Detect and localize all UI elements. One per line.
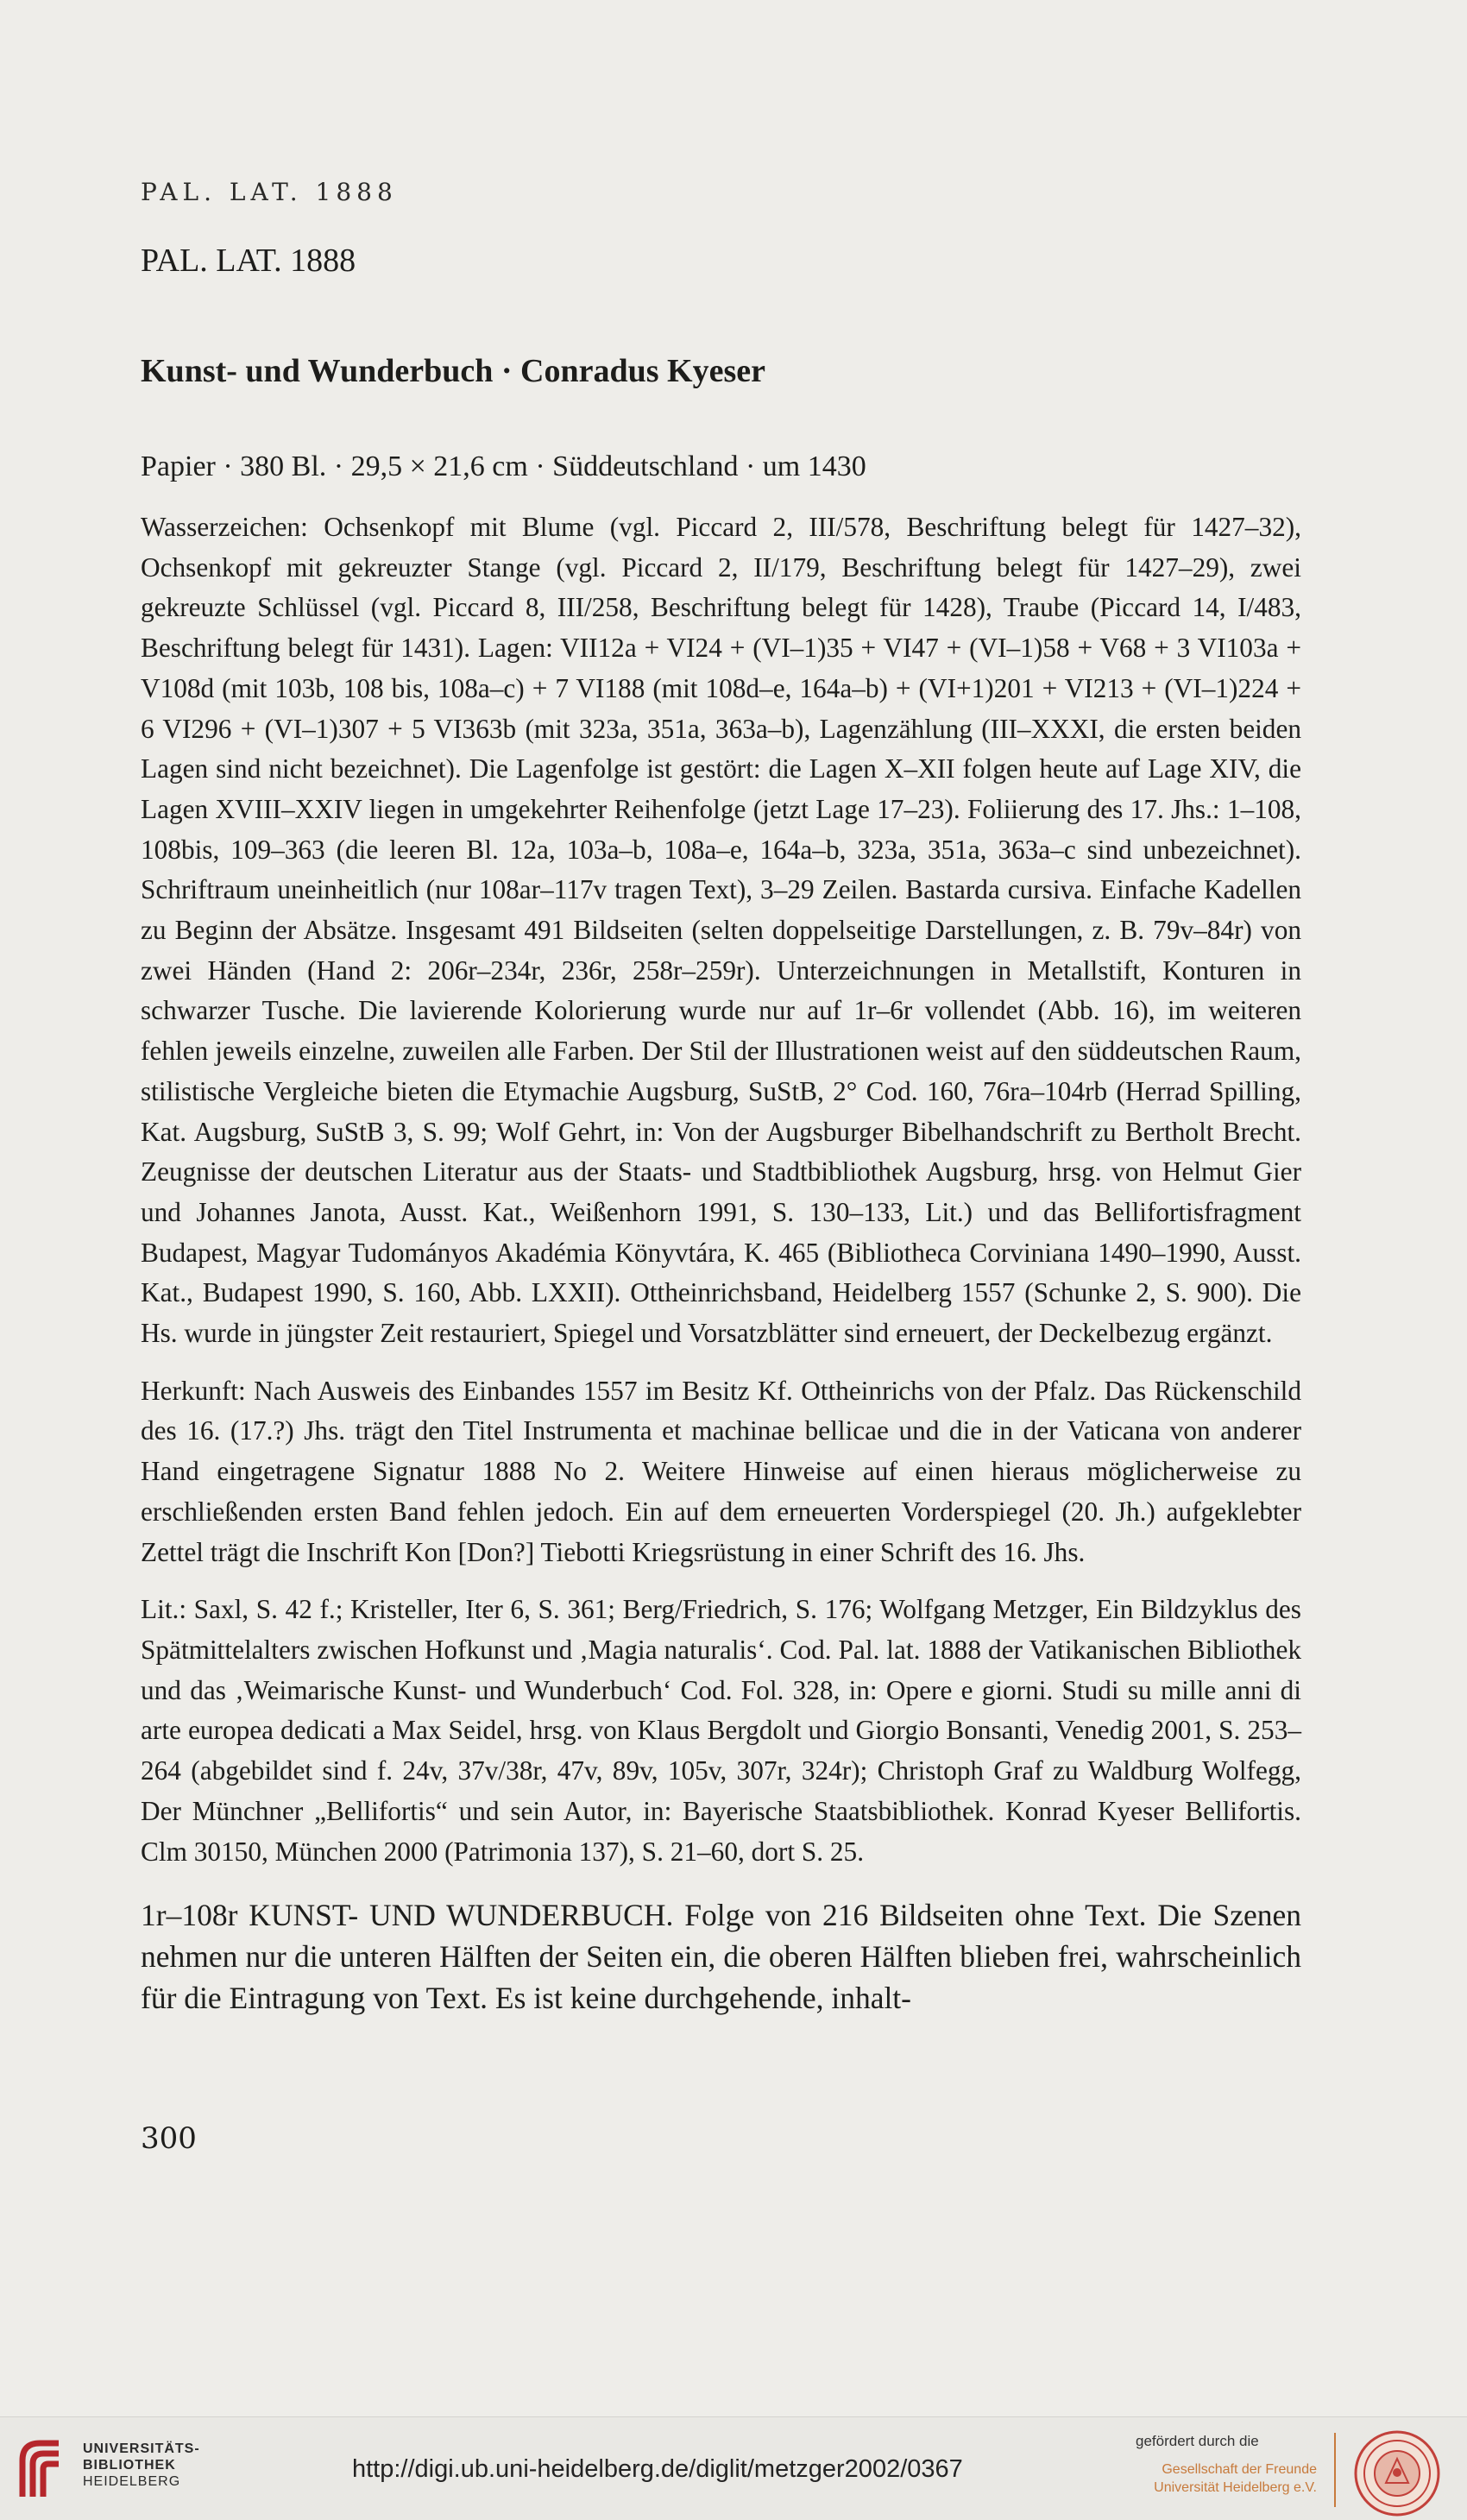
physical-description: Papier · 380 Bl. · 29,5 × 21,6 cm · Süddeutschland · um 1430 [141, 450, 866, 482]
permalink-url[interactable]: http://digi.ub.uni-heidelberg.de/diglit/metzger2002/0367 [352, 2455, 963, 2483]
sponsor-intro: gefördert durch die [1136, 2433, 1259, 2449]
ub-heidelberg-logo[interactable] [14, 2435, 67, 2504]
work-title: Kunst- und Wunderbuch · Conradus Kyeser [141, 353, 765, 389]
sponsor-name[interactable] [1136, 2460, 1317, 2497]
university-seal-icon [1353, 2429, 1441, 2517]
library-name-line1: UNIVERSITÄTS- [83, 2441, 200, 2456]
paragraph-literatur: Lit.: Saxl, S. 42 f.; Kristeller, Iter 6, S. 361; Berg/Friedrich, S. 176; Wolfgang Metzger, Ein Bildzyklus des Spätmittelalters zwischen Hofkunst und ‚Magia naturalis‘. Cod. Pal. lat. 1888 der Vatikanischen Bibliothek und das ‚Weimarische Kunst- und Wunderbuch‘ Cod. Fol. 328, in: Opere e giorni. Studi su mille anni di arte europea dedicati a Max Seidel, hrsg. von Klaus Bergdolt und Giorgio Bonsanti, Venedig 2001, S. 253–264 (abgebildet sind f. 24v, 37v/38r, 47v, 89v, 105v, 307r, 324r); Christoph Graf zu Waldburg Wolfegg, Der Münchner „Bellifortis“ und sein Autor, in: Bayerische Staatsbibliothek. Konrad Kyeser Bellifortis. Clm 30150, München 2000 (Patrimonia 137), S. 21–60, dort S. 25. [141, 1594, 1301, 1867]
section-kunst-und-wunderbuch: 1r–108r KUNST- UND WUNDERBUCH. Folge von 216 Bildseiten ohne Text. Die Szenen nehmen nur die unteren Hälften der Seiten ein, die oberen Hälften blieben frei, wahrscheinlich für die Eintragung von Text. Es ist keine durchgehende, inhalt- [141, 1898, 1301, 2016]
running-head: PAL. LAT. 1888 [141, 178, 398, 206]
footer-bar [0, 2416, 1467, 2520]
sponsor-name-line1: Gesellschaft der Freunde [1162, 2462, 1317, 2477]
library-name [83, 2441, 200, 2490]
page-number: 300 [141, 2121, 197, 2156]
paragraph-herkunft: Herkunft: Nach Ausweis des Einbandes 1557 im Besitz Kf. Ottheinrichs von der Pfalz. Das Rückenschild des 16. (17.?) Jhs. trägt den Titel Instrumenta et machinae bellicae und die in der Vaticana von anderer Hand eingetragene Signatur 1888 No 2. Weitere Hinweise auf einen hieraus möglicherweise zu erschließenden ersten Band fehlen jedoch. Ein auf dem erneuerten Vorderspiegel (20. Jh.) aufgeklebter Zettel trägt die Inschrift Kon [Don?] Tiebotti Kriegsrüstung in einer Schrift des 16. Jhs. [141, 1375, 1301, 1567]
library-name-line3: HEIDELBERG [83, 2474, 181, 2489]
library-name-line2: BIBLIOTHEK [83, 2458, 176, 2473]
shelfmark-heading: PAL. LAT. 1888 [141, 243, 356, 279]
sponsor-divider [1334, 2433, 1336, 2507]
sponsor-name-line2: Universität Heidelberg e.V. [1154, 2480, 1317, 2495]
catalog-entry [141, 233, 1301, 2019]
paragraph-wasserzeichen: Wasserzeichen: Ochsenkopf mit Blume (vgl. Piccard 2, III/578, Beschriftung belegt für 1427–32), Ochsenkopf mit gekreuzter Stange (vgl. Piccard 2, II/179, Beschriftung belegt für 1427–29), zwei gekreuzte Schlüssel (vgl. Piccard 8, III/258, Beschriftung belegt für 1428), Traube (Piccard 14, I/483, Beschriftung belegt für 1431). Lagen: VII12a + VI24 + (VI–1)35 + VI47 + (VI–1)58 + V68 + 3 VI103a + V108d (mit 103b, 108 bis, 108a–c) + 7 VI188 (mit 108d–e, 164a–b) + (VI+1)201 + VI213 + (VI–1)224 + 6 VI296 + (VI–1)307 + 5 VI363b (mit 323a, 351a, 363a–b), Lagenzählung (III–XXXI, die ersten beiden Lagen sind nicht bezeichnet). Die Lagenfolge ist gestört: die Lagen X–XII folgen heute auf Lage XIV, die Lagen XVIII–XXIV liegen in umgekehrter Reihenfolge (jetzt Lage 17–23). Foliierung des 17. Jhs.: 1–108, 108bis, 109–363 (die leeren Bl. 12a, 103a–b, 108a–e, 164a–b, 323a, 351a, 363a–c sind unbezeichnet). Schriftraum uneinheitlich (nur 108ar–117v tragen Text), 3–29 Zeilen. Bastarda cursiva. Einfache Kadellen zu Beginn der Absätze. Insgesamt 491 Bildseiten (selten doppelseitige Darstellungen, z. B. 79v–84r) von zwei Händen (Hand 2: 206r–234r, 236r, 258r–259r). Unterzeichnungen in Metallstift, Konturen in schwarzer Tusche. Die lavierende Kolorierung wurde nur auf 1r–6r vollendet (Abb. 16), im weiteren fehlen jeweils einzelne, zuweilen alle Farben. Der Stil der Illustrationen weist auf den süddeutschen Raum, stilistische Vergleiche bieten die Etymachie Augsburg, SuStB, 2° Cod. 160, 76ra–104rb (Herrad Spilling, Kat. Augsburg, SuStB 3, S. 99; Wolf Gehrt, in: Von der Augsburger Bibelhandschrift zu Bertholt Brecht. Zeugnisse der deutschen Literatur aus der Staats- und Stadtbibliothek Augsburg, hrsg. von Helmut Gier und Johannes Janota, Ausst. Kat., Weißenhorn 1991, S. 130–133, Lit.) und das Bellifortisfragment Budapest, Magyar Tudományos Akadémia Könyvtára, K. 465 (Bibliotheca Corviniana 1490–1990, Ausst. Kat., Budapest 1990, S. 160, Abb. LXXII). Ottheinrichsband, Heidelberg 1557 (Schunke 2, S. 900). Die Hs. wurde in jüngster Zeit restauriert, Spiegel und Vorsatzblätter sind erneuert, der Deckelbezug ergänzt. [141, 512, 1301, 1349]
